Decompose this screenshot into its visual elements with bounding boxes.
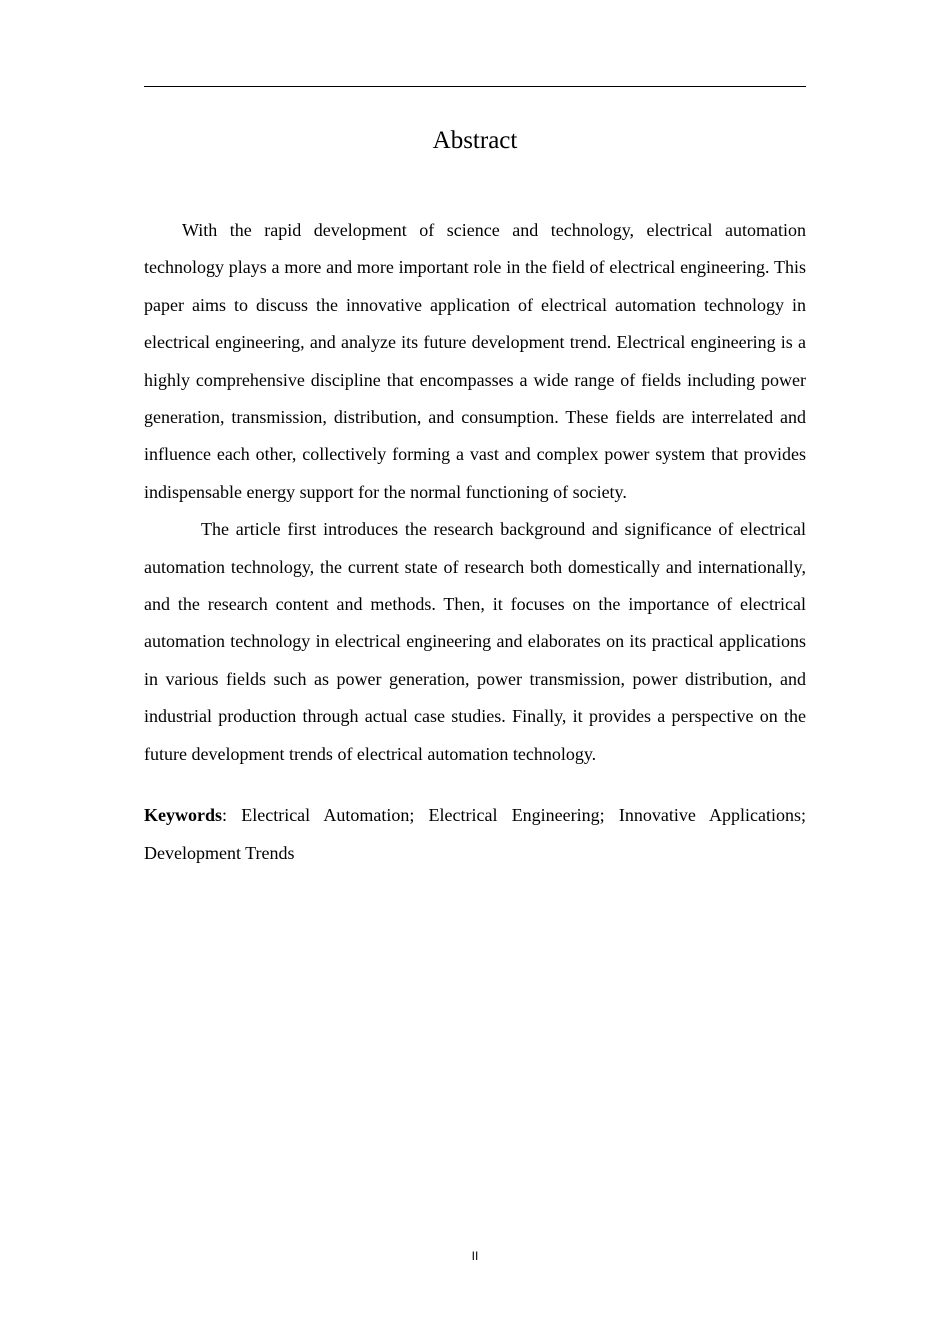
keywords-line bbox=[144, 797, 806, 872]
header-rule bbox=[144, 86, 806, 87]
keywords-text: Electrical Automation; Electrical Engineering; Innovative Applications; Development Trends bbox=[144, 805, 807, 863]
abstract-body bbox=[144, 212, 806, 872]
keywords-label: Keywords bbox=[144, 805, 222, 826]
abstract-title: Abstract bbox=[432, 127, 518, 154]
abstract-paragraph-1: With the rapid development of science and technology, electrical automation technology plays a more and more important role in the field of electrical engineering. This paper aims to discuss the innovative application of electrical automation technology in electrical engineering, and analyze its future development trend. Electrical engineering is a highly comprehensive discipline that encompasses a wide range of fields including power generation, transmission, distribution, and consumption. These fields are interrelated and influence each other, collectively forming a vast and complex power system that provides indispensable energy support for the normal functioning of society. bbox=[144, 220, 806, 502]
page-number: II bbox=[471, 1249, 479, 1263]
abstract-paragraph-2: The article first introduces the research background and significance of electrical automation technology, the current state of research both domestically and internationally, and the research content and methods. Then, it focuses on the importance of electrical automation technology in electrical engineering and elaborates on its practical applications in various fields such as power generation, power transmission, power distribution, and industrial production through actual case studies. Finally, it provides a perspective on the future development trends of electrical automation technology. bbox=[144, 519, 806, 764]
keywords-separator: : bbox=[222, 805, 228, 826]
